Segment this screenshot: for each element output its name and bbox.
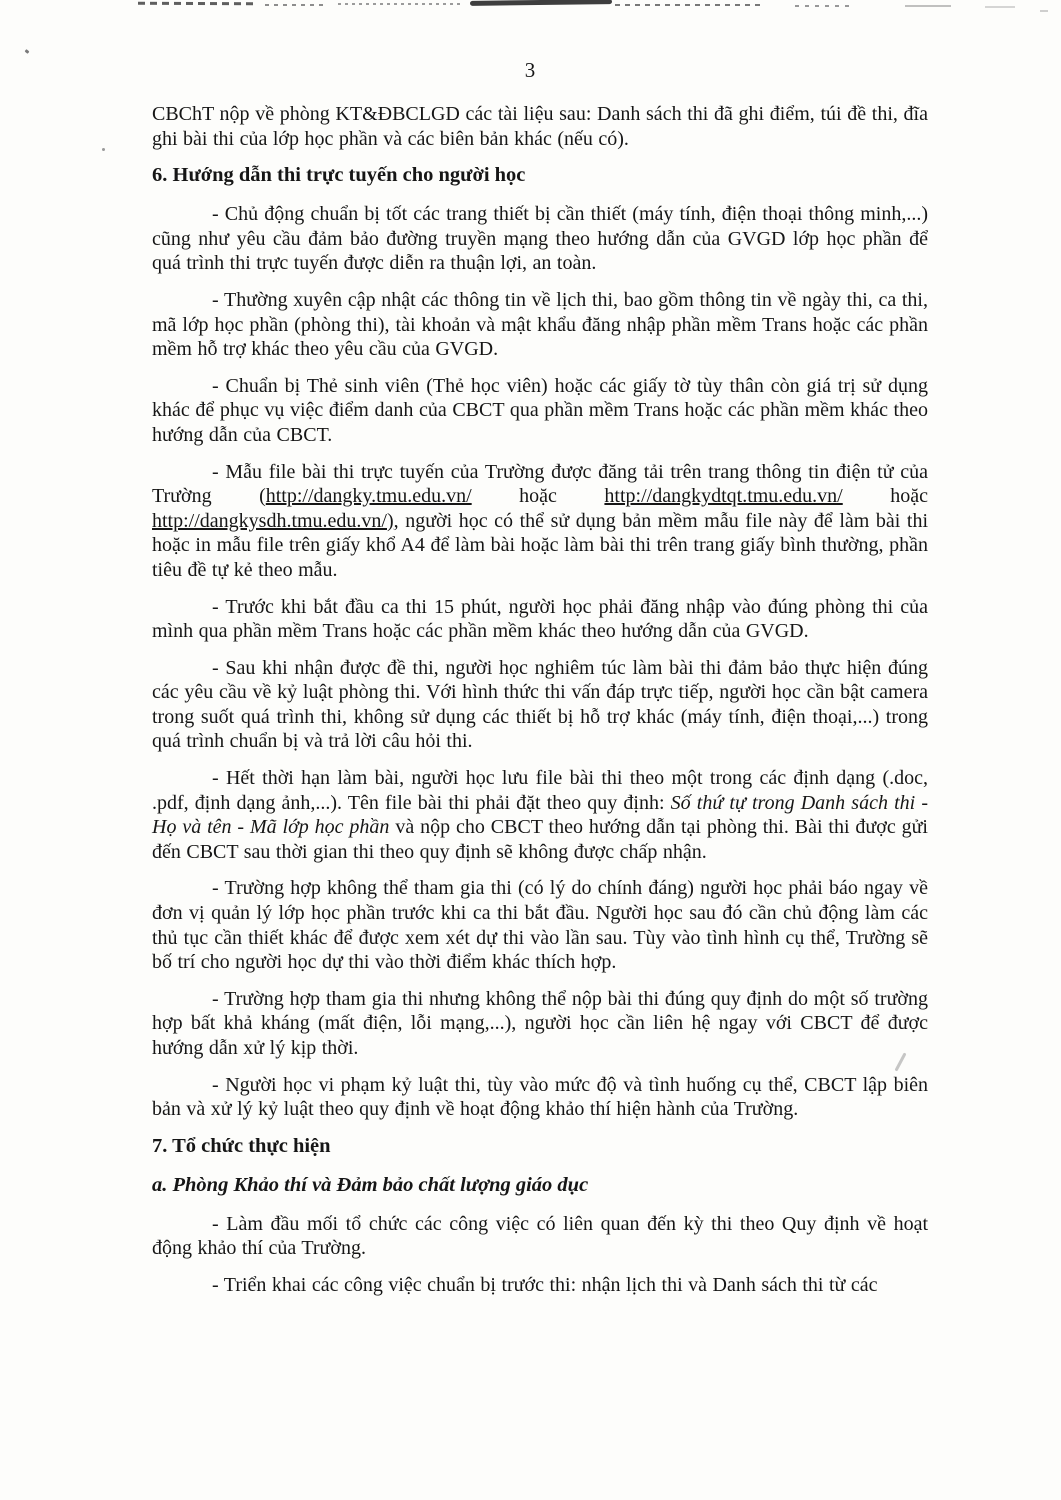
section-7a-heading: a. Phòng Khảo thí và Đảm bảo chất lượng giáo dục (152, 1173, 589, 1196)
scan-artifact (985, 6, 1015, 8)
url-dangkydtqt: http://dangkydtqt.tmu.edu.vn/ (604, 485, 843, 508)
paragraph-coordination-role: - Làm đầu mối tổ chức các công việc có liên quan đến kỳ thi theo Quy định về hoạt động khảo thí của Trường. (152, 1212, 928, 1260)
paragraph-carryover: CBChT nộp về phòng KT&ĐBCLGD các tài liệu sau: Danh sách thi đã ghi điểm, túi đề thi, đĩa ghi bài thi của lớp học phần và các biên bản khác (nếu có). (152, 103, 928, 150)
scan-artifact (615, 4, 765, 6)
text-run: - Mẫu file bài thi trực tuyến của Trường được đăng tải trên trang thông tin điện tử của Trường ( (152, 460, 928, 508)
scan-speck (102, 148, 105, 151)
text-run: - Hết thời hạn làm bài, người học lưu file bài thi theo một trong các định dạng (.doc, .pdf, định dạng ảnh,...). Tên file bài thi phải đặt theo quy định: (152, 767, 928, 814)
paragraph-exam-info-update: - Thường xuyên cập nhật các thông tin về lịch thi, bao gồm thông tin về ngày thi, ca thi, mã lớp học phần (phòng thi), tài khoản và mật khẩu đăng nhập phần mềm Trans hoặc các phần mềm hỗ trợ khác theo yêu cầu của GVGD. (152, 288, 928, 361)
text-run: , người học có thể sử dụng bản mềm mẫu file này để làm bài thi hoặc in mẫu file trên giấy khổ A4 để làm bài hoặc làm bài thi trên trang giấy bình thường, phần tiêu đề tự kẻ theo mẫu. (152, 509, 928, 581)
paragraph-exam-discipline: - Sau khi nhận được đề thi, người học nghiêm túc làm bài thi đảm bảo thực hiện đúng các yêu cầu về kỷ luật phòng thi. Với hình thức thi vấn đáp trực tiếp, người học cần bật camera trong suốt quá trình thi, không sử dụng các thiết bị hỗ trợ khác (máy tính, điện thoại,...) trong quá trình chuẩn bị và trả lời câu hỏi thi. (152, 656, 928, 753)
scan-speck (25, 49, 30, 54)
text-run: hoặc (471, 485, 605, 508)
paragraph-student-card: - Chuẩn bị Thẻ sinh viên (Thẻ học viên) hoặc các giấy tờ tùy thân còn giá trị sử dụng khác để phục vụ việc điểm danh của CBCT qua phần mềm Trans hoặc các phần mềm khác theo hướng dẫn của CBCT. (152, 374, 928, 446)
scan-artifact (795, 5, 850, 7)
paragraph-exam-file-template (152, 460, 928, 583)
document-body (152, 102, 928, 1310)
url-dangky: http://dangky.tmu.edu.vn/ (265, 485, 472, 508)
scan-artifact (338, 3, 463, 5)
section-7-heading: 7. Tổ chức thực hiện (152, 1134, 331, 1157)
paragraph-cannot-attend: - Trường hợp không thể tham gia thi (có lý do chính đáng) người học phải báo ngay về đơn vị quản lý lớp học phần trước khi ca thi bắt đầu. Người học sau đó cần chủ động làm các thủ tục cần thiết khác để được xem xét dự thi vào lần sau. Tùy vào tình hình cụ thể, Trường sẽ bố trí cho người học dự thi vào thời điểm khác thích hợp. (152, 877, 928, 974)
scan-speck (1040, 10, 1048, 12)
paragraph-file-submission (152, 766, 928, 864)
paragraph-violation-handling: - Người học vi phạm kỷ luật thi, tùy vào mức độ và tình huống cụ thể, CBCT lập biên bản và xử lý kỷ luật theo quy định về hoạt động khảo thí hiện hành của Trường. (152, 1073, 928, 1121)
scan-artifact (138, 2, 256, 6)
filename-format: Số thứ tự trong Danh sách thi - Họ và tên - Mã lớp học phần (152, 791, 928, 839)
url-dangkysdh: http://dangkysdh.tmu.edu.vn/) (152, 509, 394, 532)
text-run: hoặc (842, 485, 928, 508)
section-6-heading: 6. Hướng dẫn thi trực tuyến cho người học (152, 164, 526, 187)
paragraph-submission-failure: - Trường hợp tham gia thi nhưng không thể nộp bài thi đúng quy định do một số trường hợp bất khả kháng (mất điện, lỗi mạng,...), người học cần liên hệ ngay với CBCT để được hướng dẫn xử lý kịp thời. (152, 987, 928, 1059)
scan-artifact (905, 5, 951, 7)
scan-artifact (470, 0, 612, 6)
page-number: 3 (524, 58, 536, 82)
scan-artifact (265, 4, 323, 6)
text-run: và nộp cho CBCT theo hướng dẫn tại phòng thi. Bài thi được gửi đến CBCT sau thời gian thi theo quy định sẽ không được chấp nhận. (152, 816, 928, 863)
paragraph-equipment-preparation: - Chủ động chuẩn bị tốt các trang thiết bị cần thiết (máy tính, điện thoại thông minh,...) cũng như yêu cầu đảm bảo đường truyền mạng theo hướng dẫn của GVGD lớp học phần để quá trình thi trực tuyến được diễn ra thuận lợi, an toàn. (152, 203, 928, 275)
paragraph-pre-exam-tasks: - Triển khai các công việc chuẩn bị trước thi: nhận lịch thi và Danh sách thi từ các (212, 1273, 878, 1296)
paragraph-login-before-exam: - Trước khi bắt đầu ca thi 15 phút, người học phải đăng nhập vào đúng phòng thi của mình qua phần mềm Trans hoặc các phần mềm khác theo hướng dẫn của GVGD. (152, 595, 928, 643)
